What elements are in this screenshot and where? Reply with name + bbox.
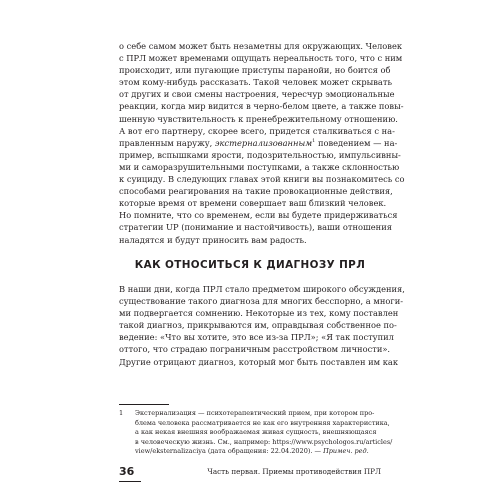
footnote-body [135,409,393,457]
text-line: от других и свои смены настроения, чересчур эмоциональные [119,89,395,100]
text-line: способами реагирования на такие провокационные действия, [119,186,393,197]
text-line: к суициду. В следующих главах этой книги вы познакомитесь со [119,174,405,185]
text-line: такой диагноз, прикрываются им, оправдывая собственное по- [119,320,397,331]
footnote-marker: 1 [312,137,316,144]
text-line: наладятся и будут приносить вам радость. [119,234,307,245]
text-line: В наши дни, когда ПРЛ стало предметом широкого обсуждения, [119,284,405,294]
text-fragment: правленным наружу, [119,137,215,148]
text-line: Но помните, что со временем, если вы будете придерживаться [119,210,398,221]
text-line: с ПРЛ может временами ощущать нереальность того, что с ним [119,53,403,64]
footnote-line: блема человека рассматривается не как его внутренняя характеристика, [135,418,390,427]
text-line: реакции, когда мир видится в черно-белом цвете, а также повы- [119,101,404,112]
footnote-line: а как некая внешняя воображаемая живая сущность, внешняющаяся [135,428,377,437]
text-line: о себе самом может быть незаметны для окружающих. Человек [119,41,403,51]
footnote-number: 1 [119,409,124,417]
text-line-with-footnote [119,137,398,149]
italic-term: экстернализованным [214,137,313,148]
text-line: ми подвергается сомнению. Некоторые из тех, кому поставлен [119,308,399,319]
text-line: оттого, что страдаю пограничным расстройством личности». [119,344,391,355]
text-line: ми и саморазрушительными поступками, а также склонностью [119,161,400,172]
text-line: ведение: «Что вы хотите, это все из-за ПРЛ»; «Я так поступил [119,332,394,343]
footnote-divider [119,404,169,405]
footnote-fragment: view/eksternalizaciya (дата обращения: 22.04.2020). — [135,447,324,456]
text-line: стратегии UP (понимание и настойчивость), ваши отношения [119,222,392,233]
text-line: шенную чувствительность к пренебрежительному отношению. [119,113,398,124]
text-line: существование такого диагноза для многих бесспорно, а многи- [119,296,404,307]
section-heading: КАК ОТНОСИТЬСЯ К ДИАГНОЗУ ПРЛ [134,259,366,271]
text-line: пример, вспышками ярости, подозрительностью, импульсивны- [119,149,401,160]
text-line: происходит, или пугающие приступы паранойи, но боится об [119,65,391,76]
paragraph-1 [119,40,405,246]
editor-note: Примеч. ред. [323,447,369,456]
paragraph-2 [119,283,405,368]
page-number-underline [119,481,141,482]
footnote-line [135,447,381,457]
text-line: А вот его партнеру, скорее всего, придется сталкиваться с на- [119,125,395,136]
running-footer: Часть первая. Приемы противодействия ПРЛ [207,467,381,476]
text-line: которые время от времени совершает ваш близкий человек. [119,198,387,209]
page-number: 36 [119,465,135,478]
footnote-line: Экстернализация — психотерапевтический прием, при котором про- [135,409,375,417]
text-fragment: поведением — на- [317,137,398,148]
text-line: Другие отрицают диагноз, который мог быть поставлен им как [119,356,399,367]
footnote-line: в человеческую жизнь. См., например: https://www.psychologos.ru/articles/ [135,437,393,446]
footnote [119,409,393,457]
text-line: этом кому-нибудь рассказать. Такой человек может скрывать [119,77,392,88]
